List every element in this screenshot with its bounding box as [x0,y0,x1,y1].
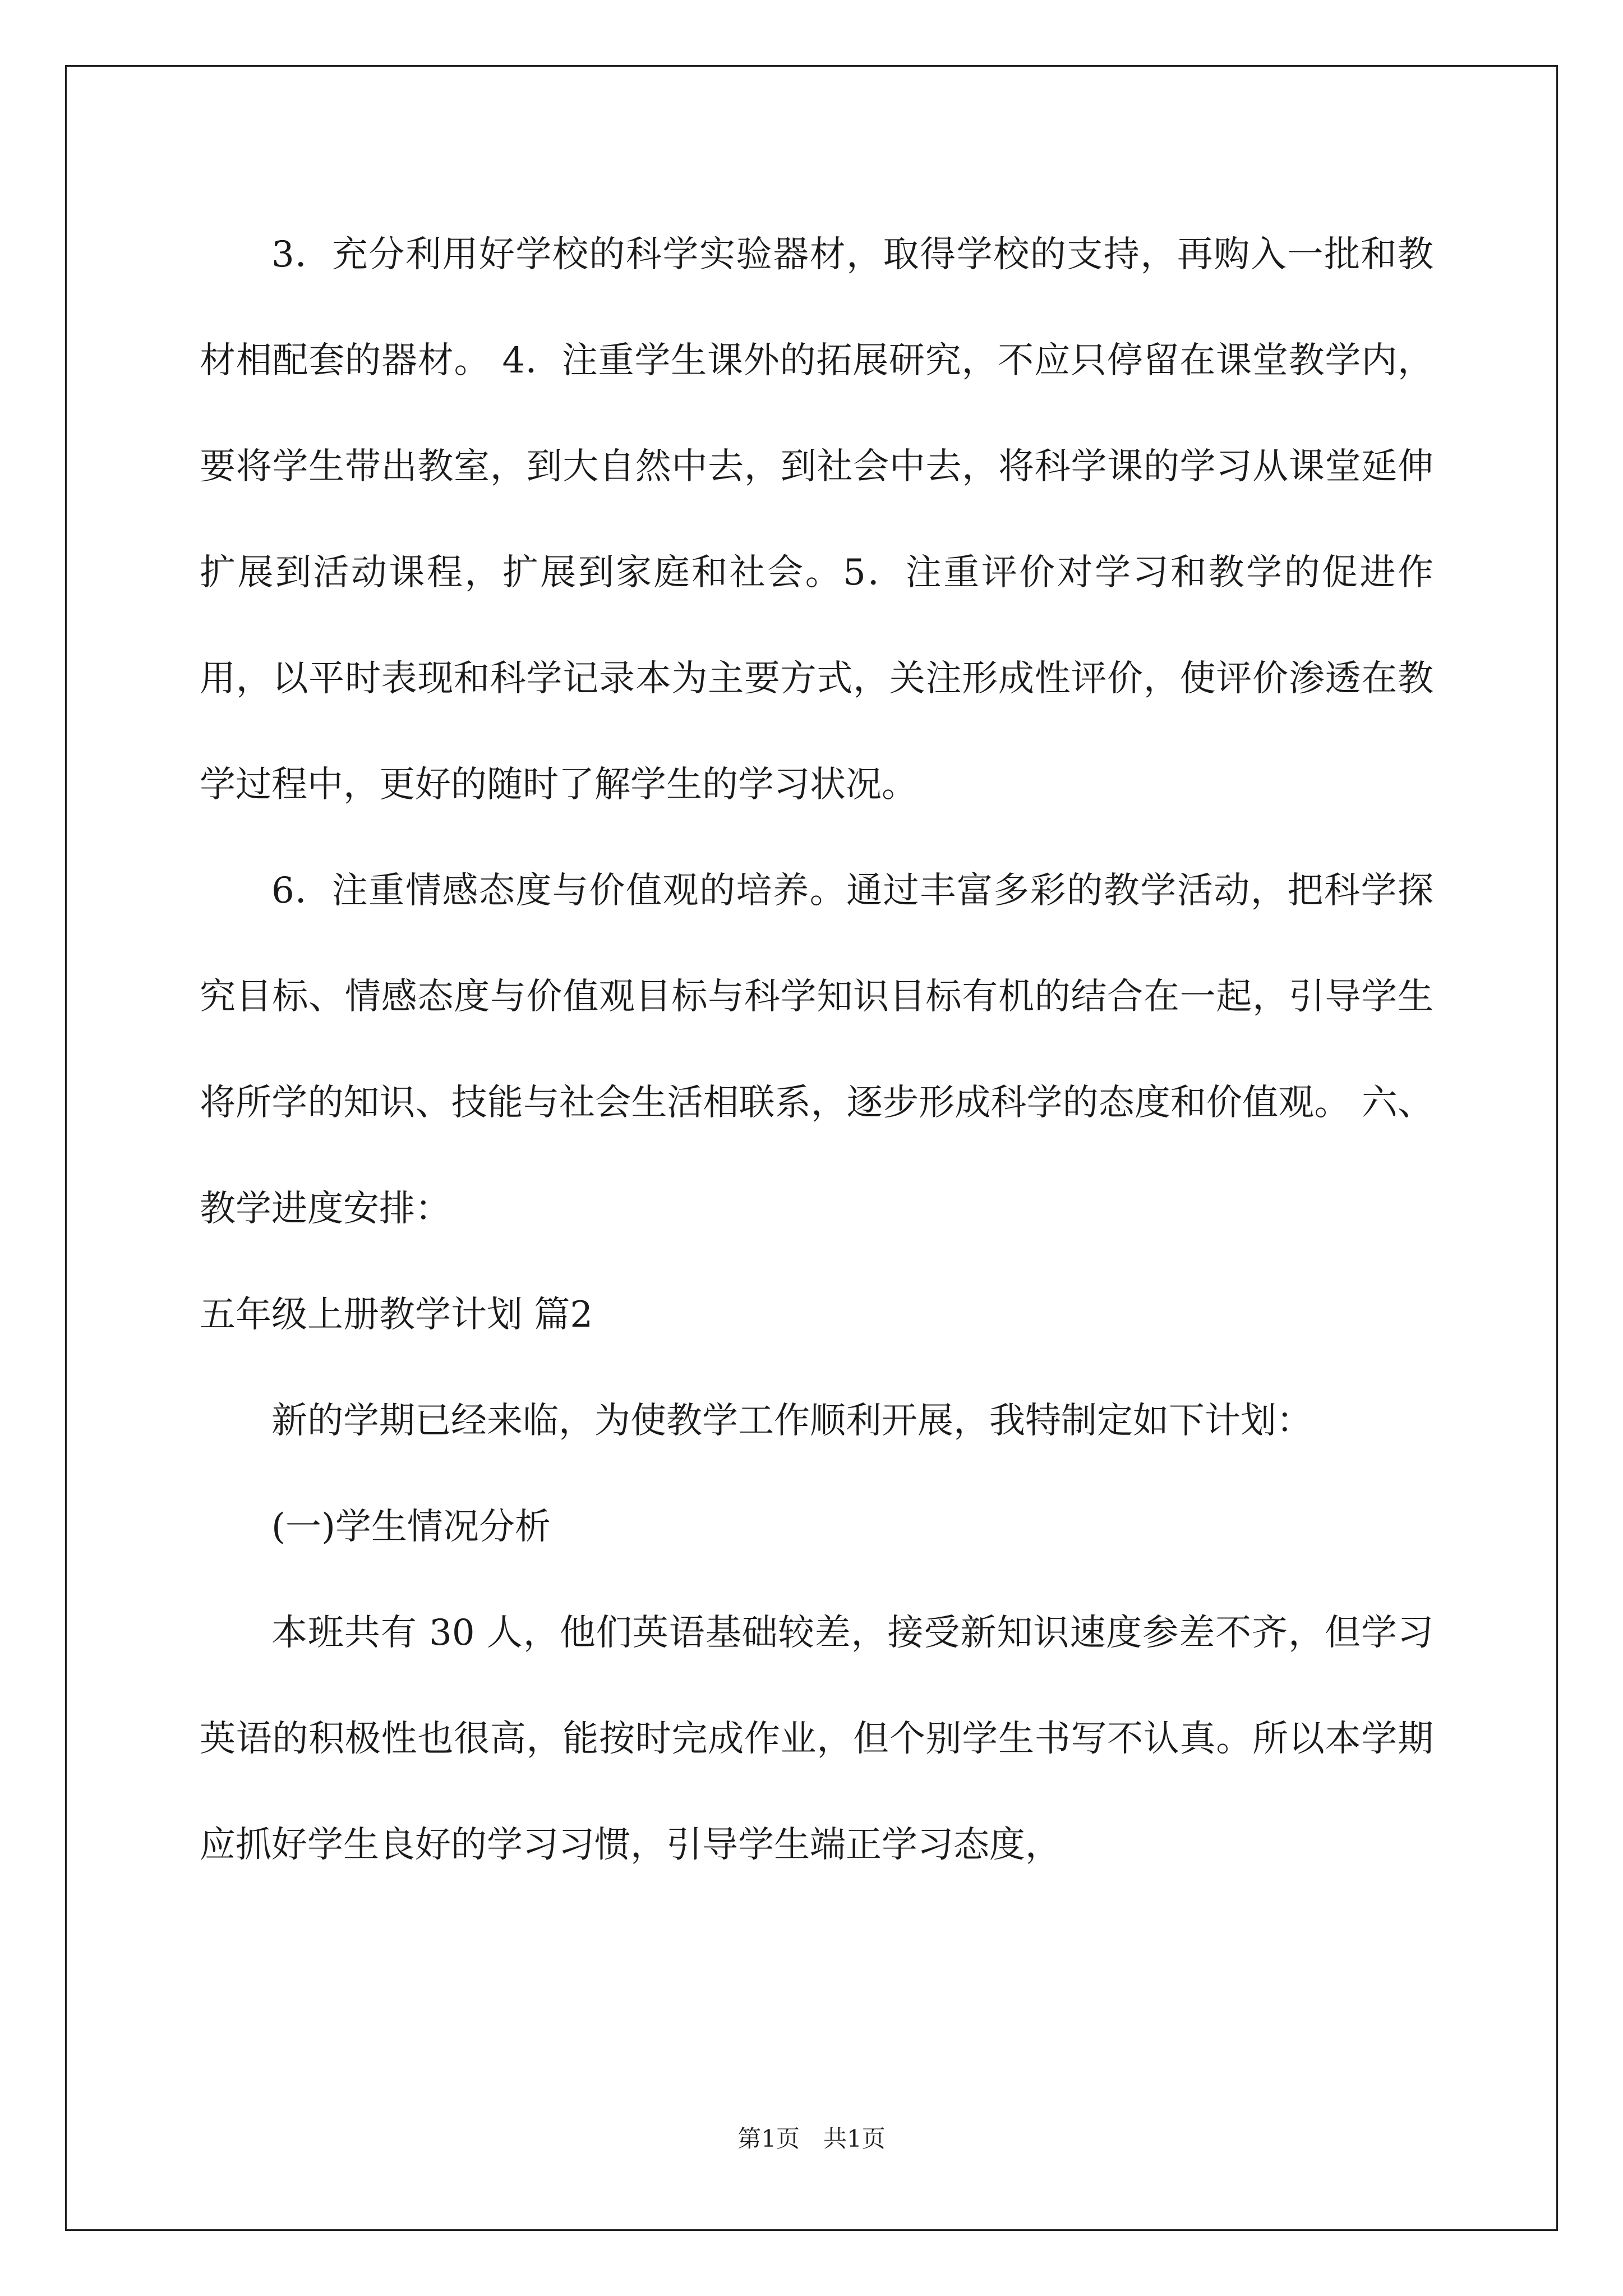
subheading-student-analysis: (一)学生情况分析 [271,1506,551,1548]
document-body [200,202,1433,1898]
paragraph-student-analysis: 本班共有 30 人，他们英语基础较差，接受新知识速度参差不齐，但学习英语的积极性也很高，能按时完成作业，但个别学生书写不认真。所以本学期应抓好学生良好的学习习惯，引导学生端正学习态度， [200,1612,1433,1866]
paragraph-intro: 新的学期已经来临，为使教学工作顺利开展，我特制定如下计划： [271,1400,1312,1442]
section-heading: 五年级上册教学计划 篇2 [200,1294,593,1336]
paragraph-item-6: 6．注重情感态度与价值观的培养。通过丰富多彩的教学活动，把科学探究目标、情感态度与价值观目标与科学知识目标有机的结合在一起，引导学生将所学的知识、技能与社会生活相联系，逐步形成科学的态度和价值观。 六、教学进度安排： [200,870,1433,1230]
paragraph-item-3-5: 3．充分利用好学校的科学实验器材，取得学校的支持，再购入一批和教材相配套的器材。 4．注重学生课外的拓展研究，不应只停留在课堂教学内，要将学生带出教室，到大自然中去，到社会中去，将科学课的学习从课堂延伸扩展到活动课程，扩展到家庭和社会。5．注重评价对学习和教学的促进作用，以平时表现和科学记录本为主要方式，关注形成性评价，使评价渗透在教学过程中，更好的随时了解学生的学习状况。 [200,234,1433,806]
page-footer: 第1页 共1页 [737,2125,886,2152]
